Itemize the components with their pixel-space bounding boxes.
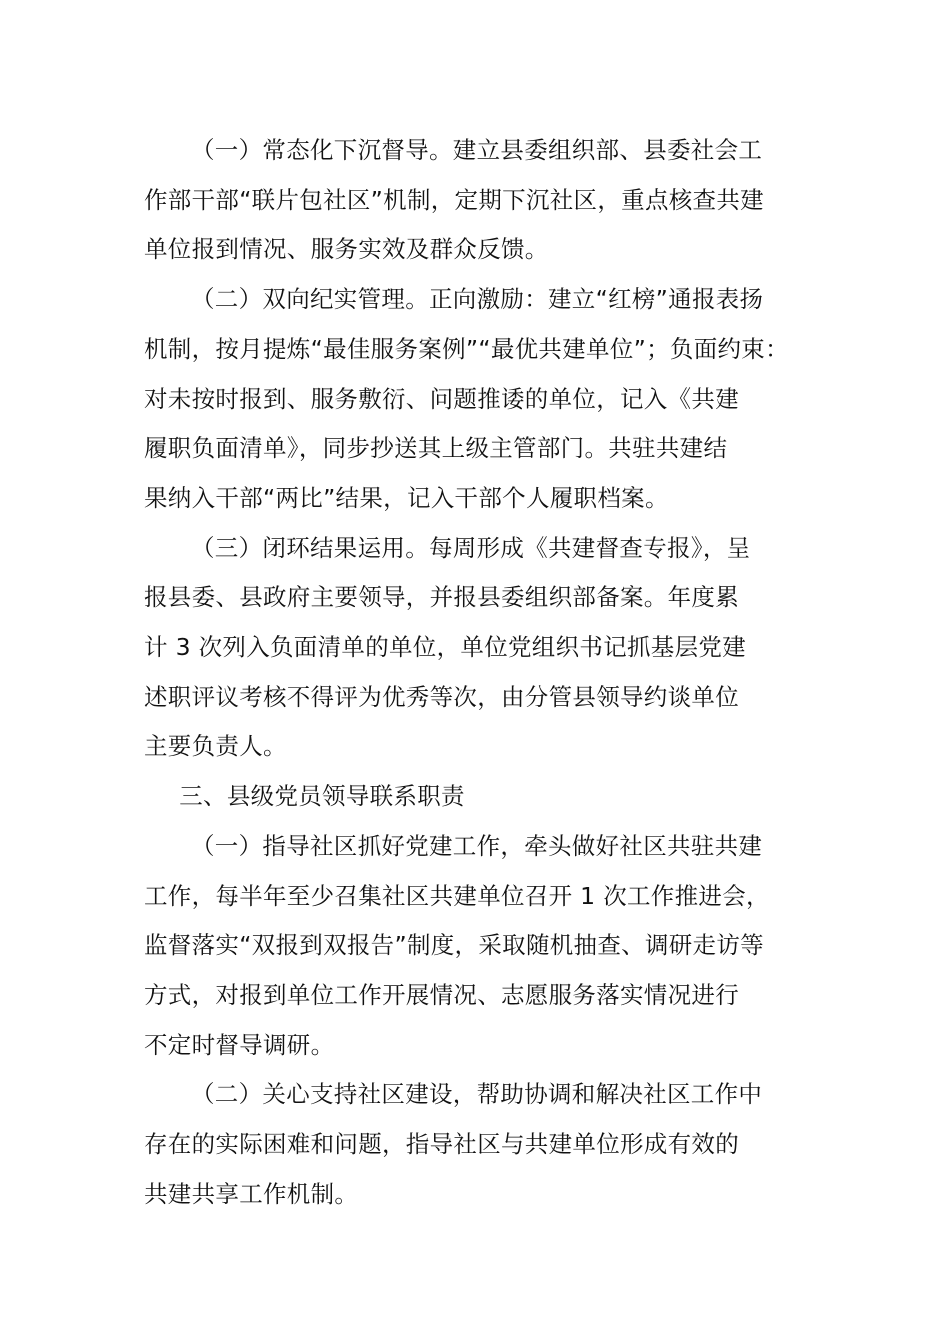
text-line: 存在的实际困难和问题，指导社区与共建单位形成有效的 [144, 1130, 739, 1159]
text-line: 作部干部“联片包社区”机制，定期下沉社区，重点核查共建 [144, 185, 764, 214]
text-line: 单位报到情况、服务实效及群众反馈。 [144, 235, 549, 264]
text-line: 果纳入干部“两比”结果，记入干部个人履职档案。 [144, 483, 669, 512]
paragraph-record-management [144, 275, 812, 524]
document-body [144, 126, 812, 1219]
paragraph-result-application [144, 524, 812, 773]
section-heading-text: 三、县级党员领导联系职责 [179, 782, 465, 811]
text-line: 机制，按月提炼“最佳服务案例”“最优共建单位”；负面约束： [144, 334, 789, 363]
text-line: （二）双向纪实管理。正向激励：建立“红榜”通报表扬 [191, 285, 764, 314]
section-heading [144, 772, 812, 822]
text-line: 对未按时报到、服务敷衍、问题推诿的单位，记入《共建 [144, 384, 739, 413]
text-line: 工作，每半年至少召集社区共建单位召开 1 次工作推进会， [144, 881, 770, 910]
text-line: 主要负责人。 [144, 732, 287, 761]
text-line: 报县委、县政府主要领导，并报县委组织部备案。年度累 [144, 583, 739, 612]
paragraph-supervision [144, 126, 812, 275]
text-line: 方式，对报到单位工作开展情况、志愿服务落实情况进行 [144, 980, 739, 1009]
text-line: （一）常态化下沉督导。建立县委组织部、县委社会工 [191, 136, 763, 164]
text-line: （一）指导社区抓好党建工作，牵头做好社区共驻共建 [191, 831, 763, 860]
text-line: 计 3 次列入负面清单的单位，单位党组织书记抓基层党建 [144, 633, 746, 662]
text-line: 述职评议考核不得评为优秀等次，由分管县领导约谈单位 [144, 682, 739, 711]
text-line: （三）闭环结果运用。每周形成《共建督查专报》，呈 [191, 533, 751, 562]
paragraph-guide-community [144, 822, 812, 1071]
text-line: 不定时督导调研。 [144, 1030, 335, 1059]
text-line: （二）关心支持社区建设，帮助协调和解决社区工作中 [191, 1080, 763, 1109]
paragraph-support-community [144, 1070, 812, 1219]
text-line: 监督落实“双报到双报告”制度，采取随机抽查、调研走访等 [144, 931, 764, 960]
text-line: 共建共享工作机制。 [144, 1179, 359, 1208]
text-line: 履职负面清单》，同步抄送其上级主管部门。共驻共建结 [144, 434, 728, 463]
